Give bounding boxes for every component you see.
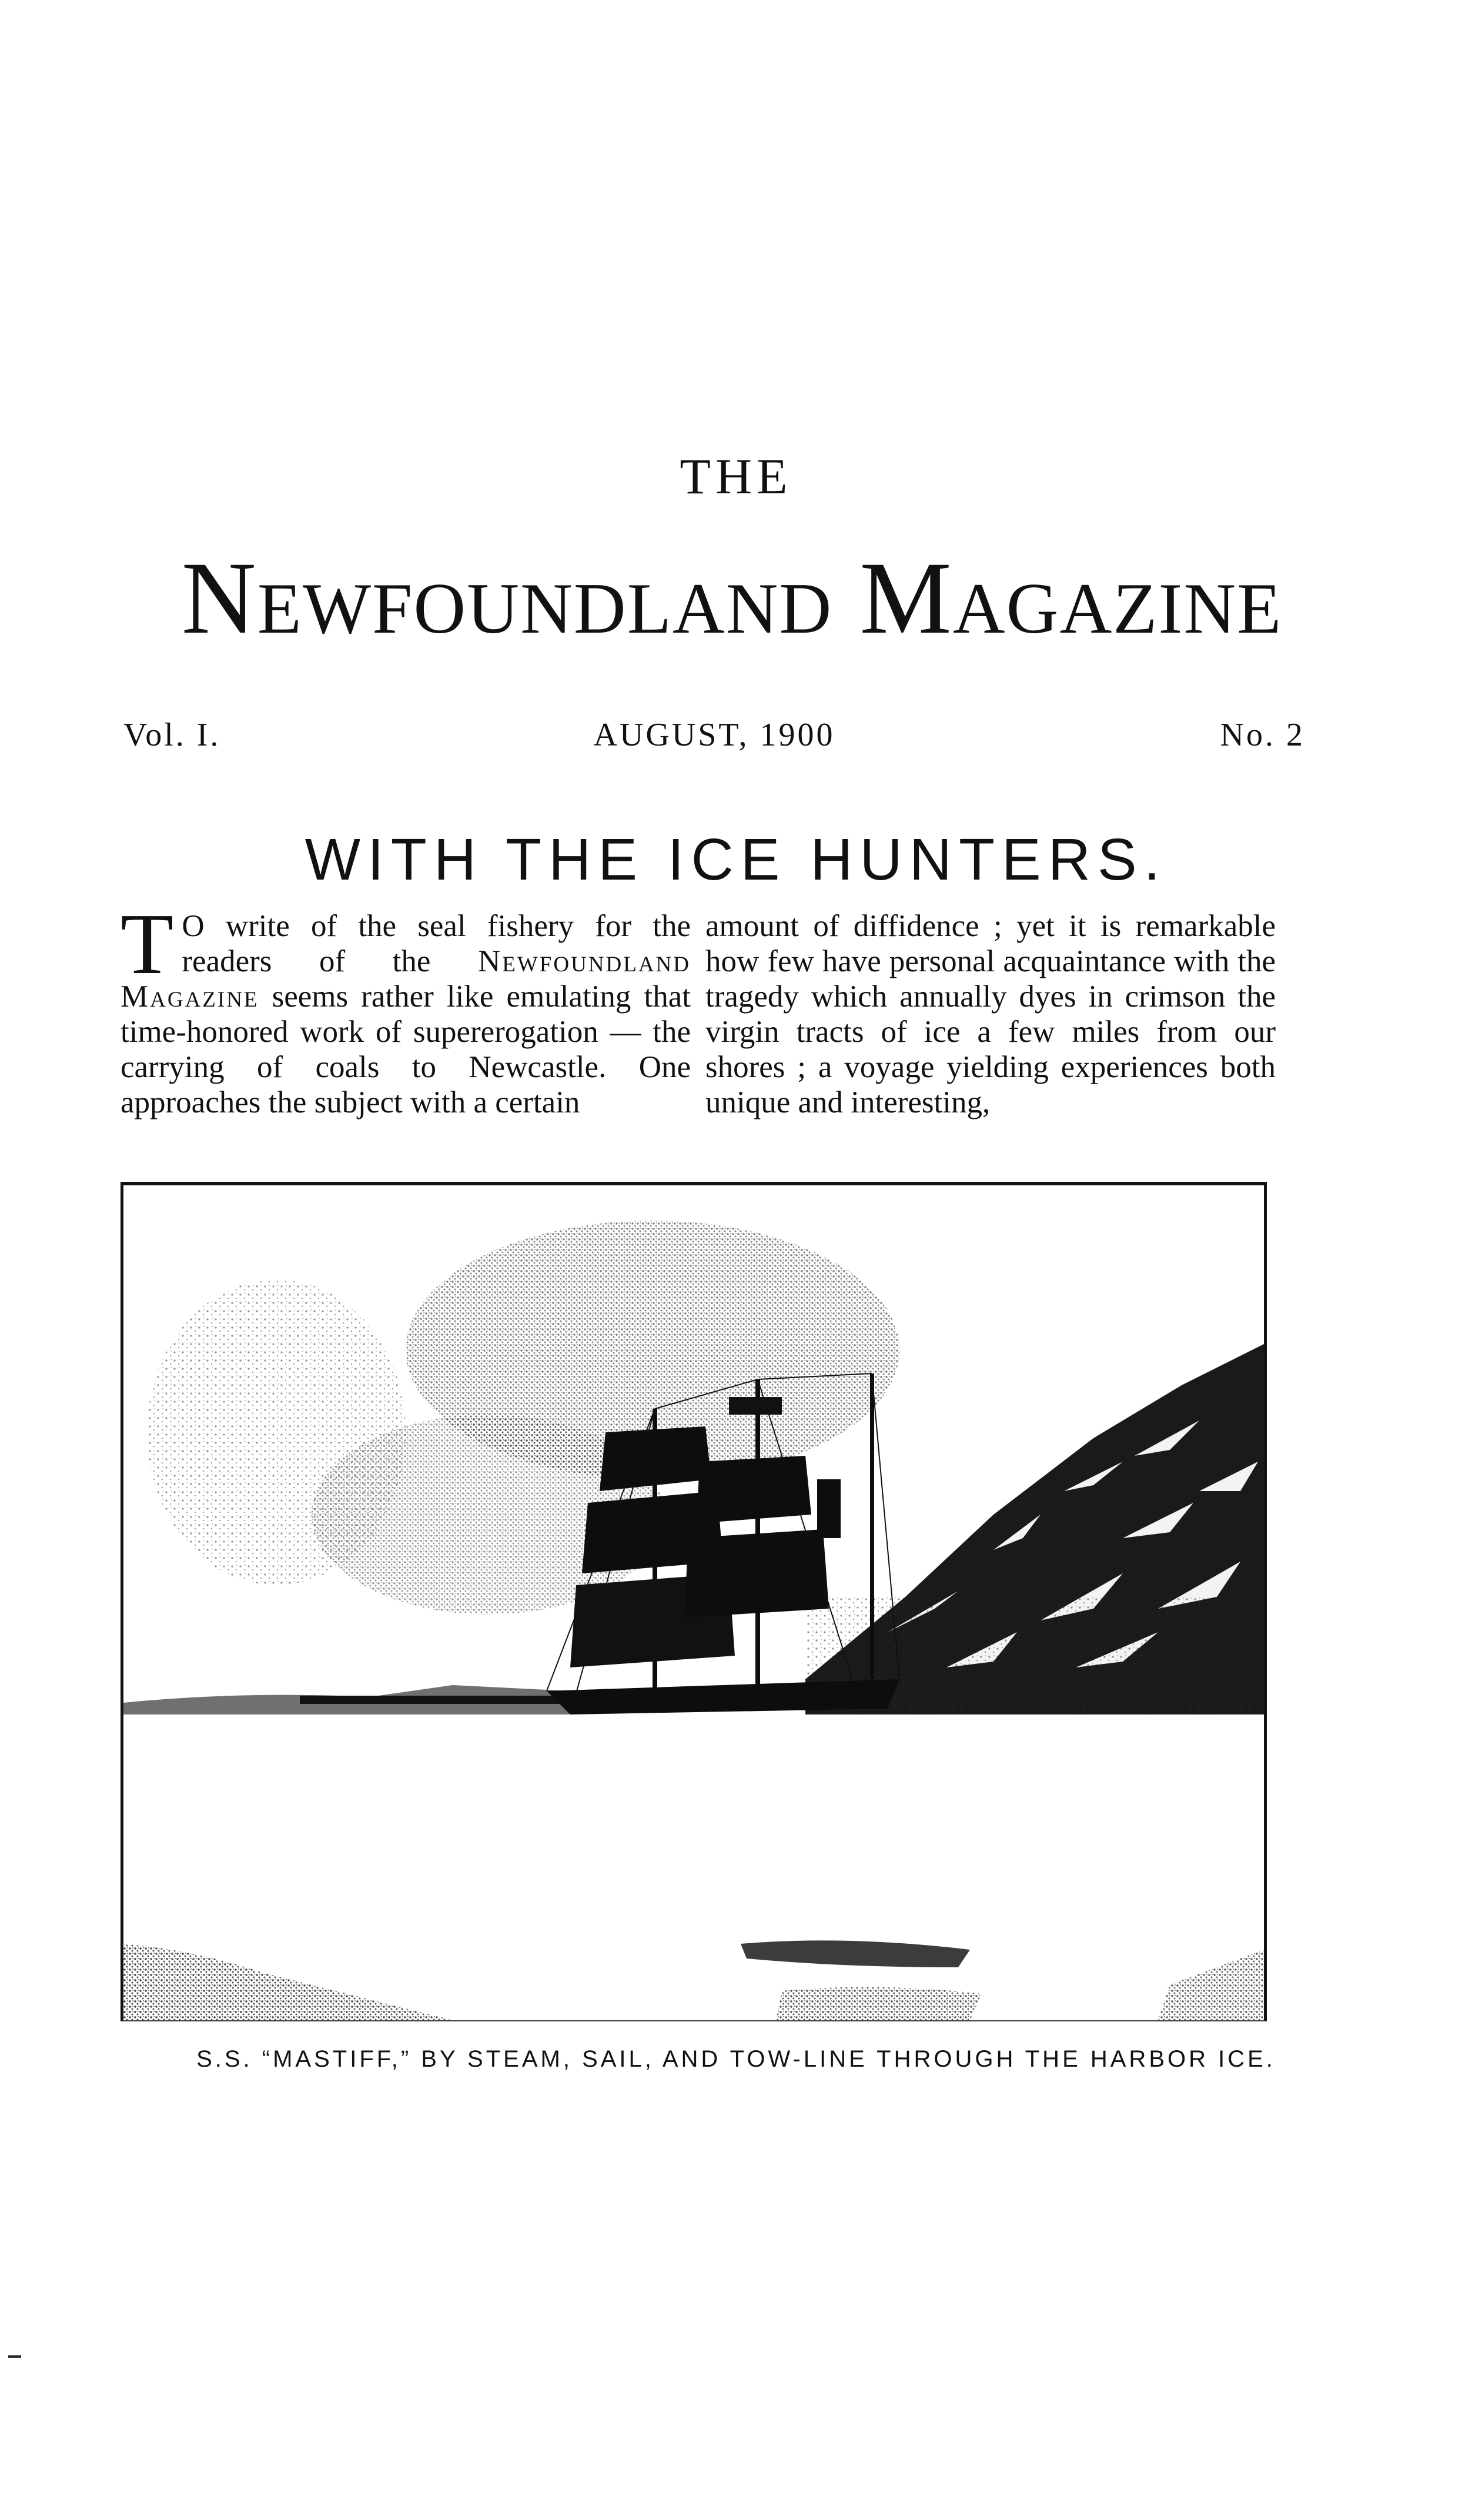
ship-mast-mizzen	[870, 1373, 874, 1679]
masthead-the: THE	[680, 448, 792, 504]
issue-date: AUGUST, 1900	[593, 717, 835, 753]
magazine-name-inline: Newfoundland Magazine	[121, 944, 691, 1014]
harbor-ice	[123, 1714, 1264, 2020]
article-paragraph-left	[121, 896, 691, 1120]
ship-mast-main	[755, 1379, 760, 1685]
photo-caption: S.S. “MASTIFF,” BY STEAM, SAIL, AND TOW-LINE THROUGH THE HARBOR ICE.	[196, 2046, 1276, 2072]
article-paragraph-right: amount of diffidence ; yet it is remarkable how few have personal acquaintance with the tragedy which annually dyes in crimson the virgin tracts of ice a few miles from our shores ; a voyage yielding experiences both unique and interesting,	[705, 909, 1276, 1119]
magazine-title: Newfoundland Magazine	[181, 541, 1283, 656]
margin-mark	[8, 2355, 21, 2358]
drop-cap: T	[121, 896, 174, 992]
article-text-left-1: O write of the seal fishery for the readers of the	[182, 909, 691, 978]
issue-number: No. 2	[1220, 717, 1305, 753]
article-column-right	[705, 908, 1276, 1120]
issue-line	[123, 716, 1305, 763]
ship-photograph	[121, 1182, 1267, 2021]
ship-in-harbor-ice-image	[123, 1185, 1264, 2020]
issue-volume: Vol. I.	[123, 717, 221, 753]
article-text-left-2: seems rather like emulating that time-honored work of supererogation — the carrying of coals to Newcastle. One approaches the subject with a certain	[121, 980, 691, 1119]
article-title: WITH THE ICE HUNTERS.	[305, 827, 1167, 893]
article-column-left	[121, 896, 691, 1120]
